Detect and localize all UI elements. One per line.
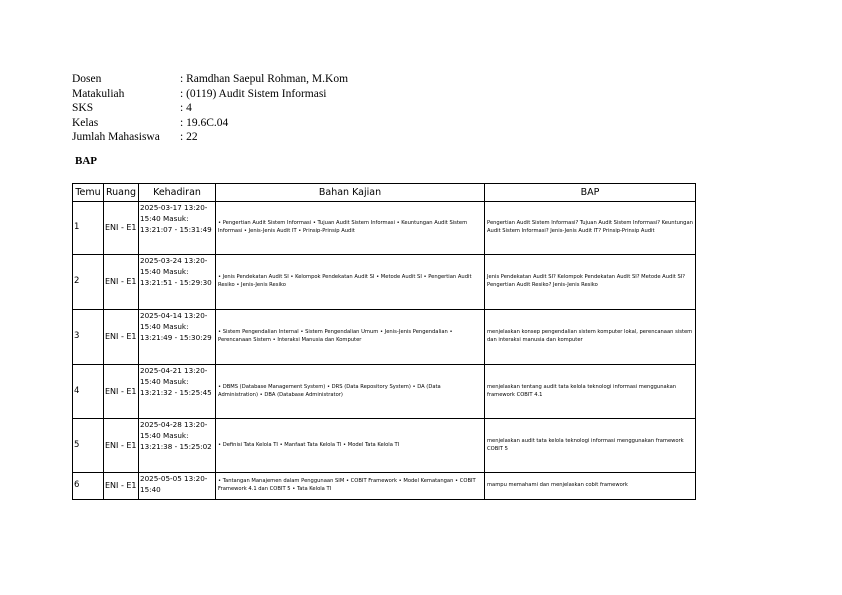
temu-cell: 1 xyxy=(73,202,104,255)
kelas-value: : 19.6C.04 xyxy=(180,116,229,129)
bap-table xyxy=(72,183,696,500)
ruang-cell: ENI - E1 xyxy=(104,255,139,310)
temu-cell: 4 xyxy=(73,365,104,419)
matakuliah-label: Matakuliah xyxy=(72,87,125,100)
sks-value: : 4 xyxy=(180,102,192,115)
dosen-value: : Ramdhan Saepul Rohman, M.Kom xyxy=(180,73,349,85)
table-row xyxy=(73,255,696,310)
kehadiran-cell: 2025-04-21 13:20-15:40 Masuk: 13:21:32 - 15:25:45 xyxy=(139,365,216,419)
temu-cell: 3 xyxy=(73,310,104,365)
course-info xyxy=(72,72,348,145)
table-row xyxy=(73,419,696,473)
ruang-cell: ENI - E1 xyxy=(104,473,139,500)
jumlah-mahasiswa-label: Jumlah Mahasiswa xyxy=(72,131,160,144)
dosen-row xyxy=(72,72,348,87)
table-row xyxy=(73,473,696,500)
kehadiran-cell: 2025-03-17 13:20-15:40 Masuk: 13:21:07 - 15:31:49 xyxy=(139,202,216,255)
dosen-label: Dosen xyxy=(72,73,102,85)
kehadiran-cell: 2025-05-05 13:20-15:40 xyxy=(139,473,216,500)
bahan-kajian-cell: • Jenis Pendekatan Audit SI • Kelompok Pendekatan Audit SI • Metode Audit SI • Pengertian Audit Resiko • Jenis-Jenis Resiko xyxy=(216,255,485,310)
kehadiran-cell: 2025-03-24 13:20-15:40 Masuk: 13:21:51 - 15:29:30 xyxy=(139,255,216,310)
table-row xyxy=(73,202,696,255)
header-kehadiran: Kehadiran xyxy=(139,184,216,202)
kelas-label: Kelas xyxy=(72,116,99,129)
sks-label: SKS xyxy=(72,102,94,115)
bap-cell: mampu memahami dan menjelaskan cobit framework xyxy=(485,473,696,500)
header-ruang: Ruang xyxy=(104,184,139,202)
temu-cell: 2 xyxy=(73,255,104,310)
kehadiran-cell: 2025-04-14 13:20-15:40 Masuk: 13:21:49 - 15:30:29 xyxy=(139,310,216,365)
bap-cell: Jenis Pendekatan Audit SI? Kelompok Pendekatan Audit SI? Metode Audit SI? Pengertian Audit Resiko? Jenis-Jenis Resiko xyxy=(485,255,696,310)
bahan-kajian-cell: • Definisi Tata Kelola TI • Manfaat Tata Kelola TI • Model Tata Kelola TI xyxy=(216,419,485,473)
sks-row xyxy=(72,101,348,116)
jumlah-mahasiswa-value: : 22 xyxy=(180,131,198,144)
bap-cell: menjelaskan tentang audit tata kelola teknologi informasi menggunakan framework COBIT 4.1 xyxy=(485,365,696,419)
ruang-cell: ENI - E1 xyxy=(104,202,139,255)
kelas-row xyxy=(72,116,348,131)
temu-cell: 6 xyxy=(73,473,104,500)
ruang-cell: ENI - E1 xyxy=(104,310,139,365)
bahan-kajian-cell: • Sistem Pengendalian Internal • Sistem Pengendalian Umum • Jenis-Jenis Pengendalian • Perencanaan Sistem • Interaksi Manusia dan Komputer xyxy=(216,310,485,365)
bap-cell: Pengertian Audit Sistem Informasi? Tujuan Audit Sistem Informasi? Keuntungan Audit Sistem Informasi? Jenis-Jenis Audit IT? Prinsip-Prinsip Audit xyxy=(485,202,696,255)
ruang-cell: ENI - E1 xyxy=(104,365,139,419)
bahan-kajian-cell: • DBMS (Database Management System) • DRS (Data Repository System) • DA (Data Administration) • DBA (Database Administrator) xyxy=(216,365,485,419)
kehadiran-cell: 2025-04-28 13:20-15:40 Masuk: 13:21:38 - 15:25:02 xyxy=(139,419,216,473)
jumlah-mahasiswa-row xyxy=(72,130,348,145)
header-bap: BAP xyxy=(485,184,696,202)
bahan-kajian-cell: • Pengertian Audit Sistem Informasi • Tujuan Audit Sistem Informasi • Keuntungan Audit Sistem Informasi • Jenis-Jenis Audit IT • Prinsip-Prinsip Audit xyxy=(216,202,485,255)
table-header-row xyxy=(73,184,696,202)
table-row xyxy=(73,310,696,365)
temu-cell: 5 xyxy=(73,419,104,473)
header-temu: Temu xyxy=(73,184,104,202)
bap-cell: menjelaskan konsep pengendalian sistem komputer lokal, perencanaan sistem dan interaksi manusia dan komputer xyxy=(485,310,696,365)
bahan-kajian-cell: • Tantangan Manajemen dalam Penggunaan SIM • COBIT Framework • Model Kematangan • COBIT Framework 4.1 dan COBIT 5 • Tata Kelola TI xyxy=(216,473,485,500)
matakuliah-value: : (0119) Audit Sistem Informasi xyxy=(180,87,327,100)
header-bahan-kajian: Bahan Kajian xyxy=(216,184,485,202)
matakuliah-row xyxy=(72,87,348,102)
ruang-cell: ENI - E1 xyxy=(104,419,139,473)
section-title: BAP xyxy=(75,155,97,167)
table-row xyxy=(73,365,696,419)
bap-cell: menjelaskan audit tata kelola teknologi informasi menggunakan framework COBIT 5 xyxy=(485,419,696,473)
